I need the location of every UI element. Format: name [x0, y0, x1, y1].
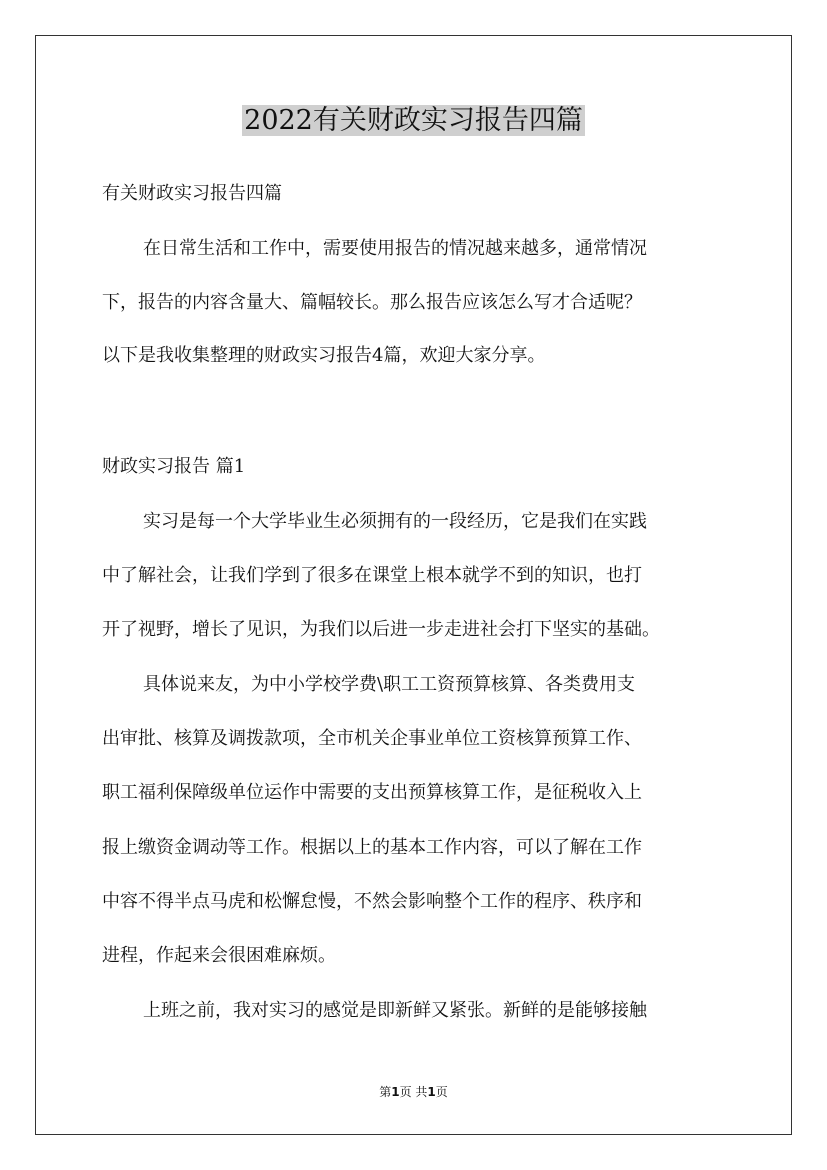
page-footer [0, 1084, 827, 1100]
body-line: 中了解社会，让我们学到了很多在课堂上根本就学不到的知识，也打 [102, 565, 642, 586]
page-number-current: 1 [391, 1085, 400, 1099]
body-line: 职工福利保障级单位运作中需要的支出预算核算工作，是征税收入上 [102, 782, 642, 803]
document-subtitle: 有关财政实习报告四篇 [102, 183, 282, 204]
page-number-total: 1 [427, 1085, 436, 1099]
page-number-suffix: 页 [435, 1085, 448, 1099]
body-line: 报上缴资金调动等工作。根据以上的基本工作内容，可以了解在工作 [102, 837, 642, 858]
body-line: 上班之前，我对实习的感觉是即新鲜又紧张。新鲜的是能够接触 [143, 1000, 647, 1021]
body-line: 进程，作起来会很困难麻烦。 [102, 945, 336, 966]
section-heading: 财政实习报告 篇1 [102, 456, 246, 477]
page-number-mid: 页 共 [399, 1085, 428, 1099]
body-line: 开了视野，增长了见识，为我们以后进一步走进社会打下坚实的基础。 [102, 619, 660, 640]
intro-line: 下，报告的内容含量大、篇幅较长。那么报告应该怎么写才合适呢？ [102, 292, 642, 313]
body-line: 出审批、核算及调拨款项，全市机关企事业单位工资核算预算工作、 [102, 728, 642, 749]
intro-line: 以下是我收集整理的财政实习报告4篇，欢迎大家分享。 [102, 345, 546, 366]
page-number-prefix: 第 [379, 1085, 392, 1099]
document-title [0, 100, 827, 142]
document-title-text: 2022有关财政实习报告四篇 [244, 105, 583, 136]
body-line: 实习是每一个大学毕业生必须拥有的一段经历，它是我们在实践 [143, 511, 647, 532]
body-line: 中容不得半点马虎和松懈怠慢，不然会影响整个工作的程序、秩序和 [102, 891, 642, 912]
body-line: 具体说来友，为中小学校学费\职工工资预算核算、各类费用支 [143, 674, 636, 695]
intro-line: 在日常生活和工作中，需要使用报告的情况越来越多，通常情况 [143, 238, 647, 259]
